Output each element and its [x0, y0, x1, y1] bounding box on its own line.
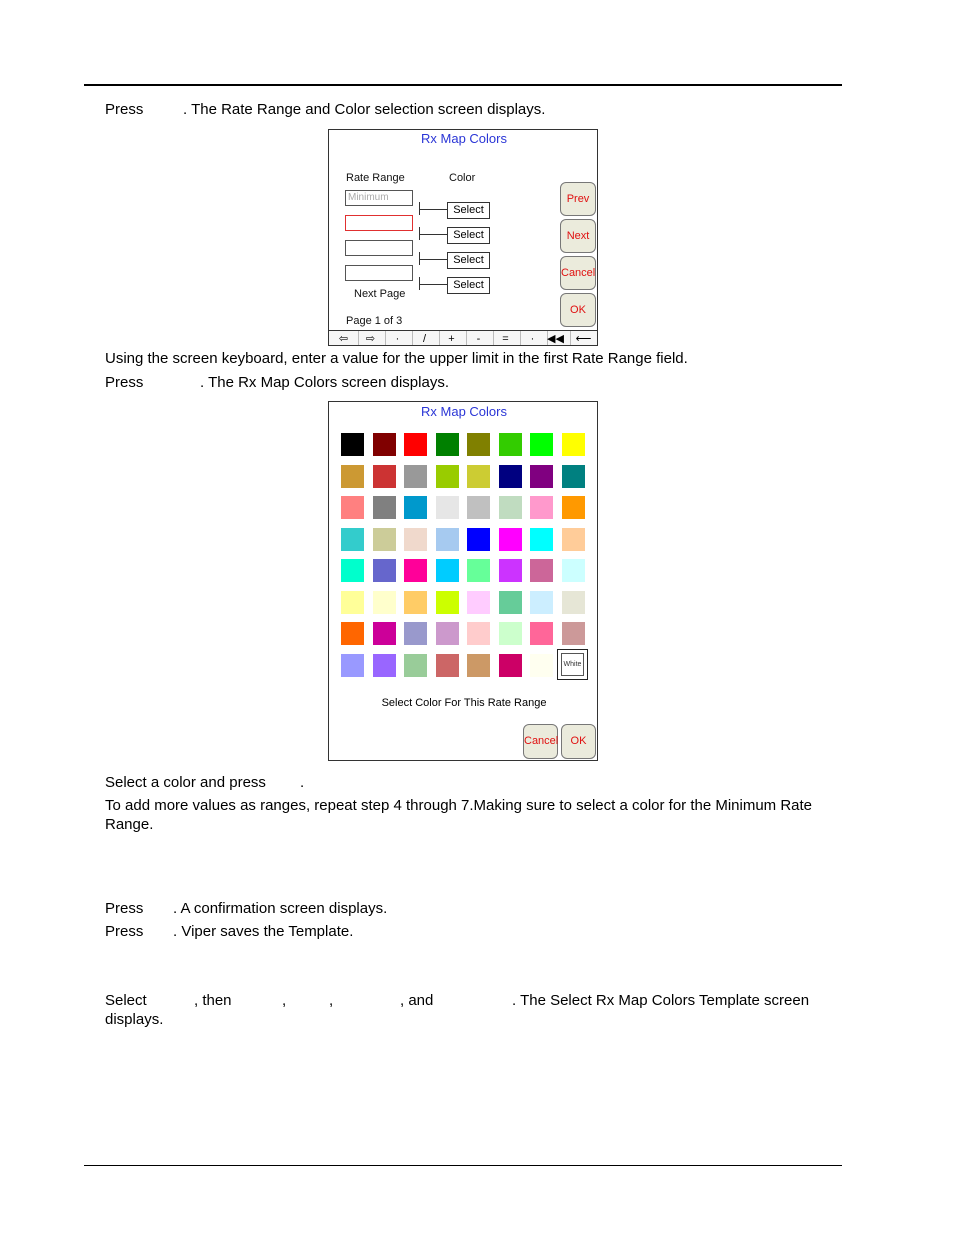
color-header: Color [449, 172, 476, 184]
color-swatch[interactable] [530, 559, 553, 582]
key-clear[interactable]: ◀◀ [541, 331, 571, 346]
color-swatch[interactable] [404, 559, 427, 582]
color-swatch[interactable] [530, 528, 553, 551]
cancel-button[interactable]: Cancel [560, 256, 596, 290]
step-enter-value: Using the screen keyboard, enter a value for the upper limit in the first Rate Range field. [105, 350, 688, 367]
step-text: . The Rx Map Colors screen displays. [200, 374, 449, 391]
page-indicator: Page 1 of 3 [346, 315, 403, 327]
rate-range-screen [328, 129, 598, 346]
color-swatch[interactable] [467, 591, 490, 614]
step-text: . The Rate Range and Color selection screen displays. [183, 101, 546, 118]
selected-color-swatch[interactable] [557, 649, 588, 680]
rate-range-header: Rate Range [346, 172, 405, 184]
color-swatch[interactable] [467, 654, 490, 677]
color-swatch[interactable] [341, 622, 364, 645]
color-swatch[interactable] [373, 528, 396, 551]
color-swatch[interactable] [499, 528, 522, 551]
color-swatch[interactable] [499, 622, 522, 645]
color-swatch[interactable] [467, 528, 490, 551]
rate-range-field-2[interactable] [345, 240, 413, 256]
color-swatch[interactable] [562, 591, 585, 614]
ok-button[interactable]: OK [560, 293, 596, 327]
connector-line [419, 234, 447, 235]
color-swatch[interactable] [373, 622, 396, 645]
connector-line [419, 209, 447, 210]
color-swatch[interactable] [499, 654, 522, 677]
color-swatch[interactable] [562, 559, 585, 582]
color-swatch[interactable] [341, 528, 364, 551]
key-plus[interactable]: + [437, 331, 467, 346]
color-swatch[interactable] [341, 496, 364, 519]
color-swatch[interactable] [404, 433, 427, 456]
ok-button[interactable]: OK [561, 724, 596, 759]
color-swatch[interactable] [373, 559, 396, 582]
color-swatch[interactable] [499, 559, 522, 582]
color-swatch[interactable] [404, 465, 427, 488]
color-swatch[interactable] [436, 465, 459, 488]
color-swatch[interactable] [436, 622, 459, 645]
connector-line [419, 259, 447, 260]
color-swatch[interactable] [341, 591, 364, 614]
color-swatch[interactable] [562, 528, 585, 551]
step-text: Select [105, 992, 147, 1009]
color-swatch[interactable] [436, 559, 459, 582]
key-minus[interactable]: - [464, 331, 494, 346]
rate-range-field-3[interactable] [345, 265, 413, 281]
minimum-rate-field[interactable]: Minimum [345, 190, 413, 206]
key-backspace[interactable]: ⟵ [569, 331, 598, 346]
color-swatch[interactable] [562, 433, 585, 456]
step-select-template-wrap: displays. [105, 1011, 164, 1028]
color-swatch[interactable] [467, 559, 490, 582]
key-slash[interactable]: / [410, 331, 440, 346]
step-text: , [329, 992, 334, 1009]
color-swatch[interactable] [404, 528, 427, 551]
color-swatch[interactable] [436, 528, 459, 551]
color-swatch[interactable] [499, 496, 522, 519]
color-swatch[interactable] [341, 433, 364, 456]
color-swatch[interactable] [373, 465, 396, 488]
color-swatch[interactable] [530, 465, 553, 488]
step-text: Press [105, 374, 144, 391]
color-swatch[interactable] [404, 654, 427, 677]
key-equals[interactable]: = [491, 331, 521, 346]
step-text: Press [105, 900, 144, 917]
step-text: . Viper saves the Template. [173, 923, 354, 940]
prev-button[interactable]: Prev [560, 182, 596, 216]
color-swatch[interactable] [467, 465, 490, 488]
step-text: . The Select Rx Map Colors Template screen [512, 992, 810, 1009]
color-swatch[interactable] [404, 622, 427, 645]
key-right-arrow[interactable]: ⇨ [356, 331, 386, 346]
select-color-button-3[interactable]: Select [447, 252, 490, 269]
step-text: . [300, 774, 305, 791]
footer-rule [84, 1165, 842, 1166]
color-swatch[interactable] [562, 496, 585, 519]
screen-title: Rx Map Colors [421, 131, 507, 146]
next-page-label: Next Page [354, 288, 406, 300]
color-swatch[interactable] [467, 433, 490, 456]
color-swatch[interactable] [373, 591, 396, 614]
connector-line [419, 284, 447, 285]
color-swatch[interactable] [530, 433, 553, 456]
header-rule [84, 84, 842, 86]
color-swatch[interactable] [373, 654, 396, 677]
white-swatch-label: White [561, 653, 584, 676]
color-swatch[interactable] [562, 465, 585, 488]
step-text: , then [194, 992, 232, 1009]
color-swatch[interactable] [373, 496, 396, 519]
select-color-prompt: Select Color For This Rate Range [381, 697, 547, 709]
screen-keyboard [329, 330, 598, 346]
select-color-button-4[interactable]: Select [447, 277, 490, 294]
color-swatch[interactable] [467, 622, 490, 645]
step-add-ranges: To add more values as ranges, repeat step 4 through 7.Making sure to select a color for the Minimum Rate Range. [105, 797, 813, 833]
select-color-button-2[interactable]: Select [447, 227, 490, 244]
step-text: Press [105, 101, 144, 118]
select-color-button-1[interactable]: Select [447, 202, 490, 219]
cancel-button[interactable]: Cancel [523, 724, 558, 759]
step-text: , [282, 992, 287, 1009]
step-text: . A confirmation screen displays. [173, 900, 388, 917]
color-swatch[interactable] [404, 591, 427, 614]
key-dot[interactable]: · [383, 331, 413, 346]
step-text: , and [400, 992, 434, 1009]
rate-range-field-1[interactable] [345, 215, 413, 231]
color-swatch[interactable] [436, 654, 459, 677]
key-period[interactable]: · [518, 331, 548, 346]
color-swatch[interactable] [499, 591, 522, 614]
next-button[interactable]: Next [560, 219, 596, 253]
color-swatch[interactable] [373, 433, 396, 456]
color-swatch[interactable] [436, 433, 459, 456]
color-swatch[interactable] [404, 496, 427, 519]
color-swatch[interactable] [467, 496, 490, 519]
color-swatch[interactable] [499, 465, 522, 488]
screen-title: Rx Map Colors [421, 404, 507, 419]
color-swatch[interactable] [436, 591, 459, 614]
color-swatch[interactable] [530, 591, 553, 614]
rx-map-colors-screen [328, 401, 598, 761]
color-swatch[interactable] [530, 654, 553, 677]
color-swatch[interactable] [562, 622, 585, 645]
step-text: Select a color and press [105, 774, 266, 791]
color-swatch[interactable] [341, 654, 364, 677]
key-left-arrow[interactable]: ⇦ [329, 331, 359, 346]
color-swatch[interactable] [530, 496, 553, 519]
color-swatch[interactable] [436, 496, 459, 519]
color-swatch[interactable] [341, 559, 364, 582]
step-text: Press [105, 923, 144, 940]
color-swatch[interactable] [499, 433, 522, 456]
color-swatch[interactable] [530, 622, 553, 645]
color-swatch[interactable] [341, 465, 364, 488]
